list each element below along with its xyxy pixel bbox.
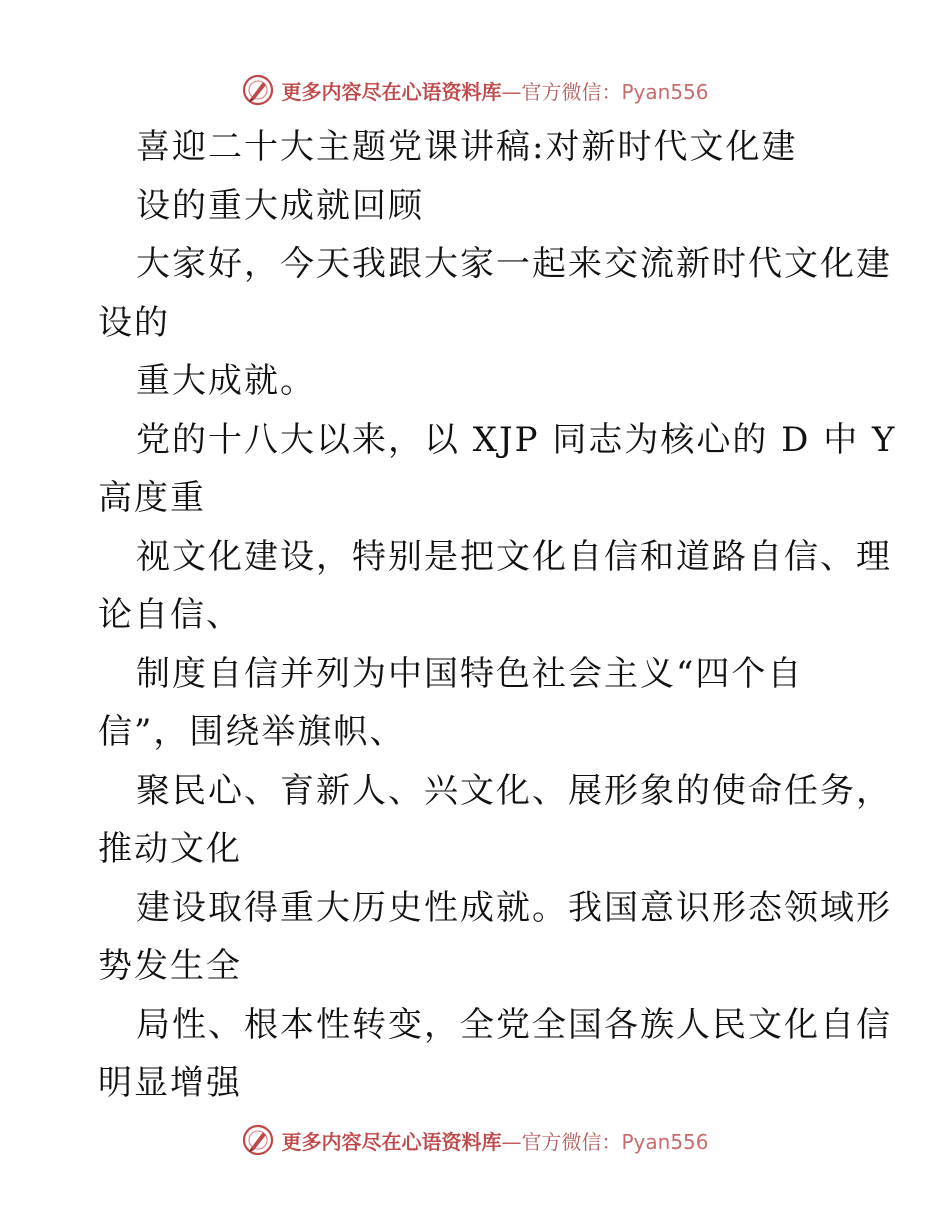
watermark-text — [281, 76, 708, 105]
watermark-dash: — — [501, 1129, 522, 1154]
watermark-wechat-id: Pyan556 — [621, 1129, 709, 1154]
pen-nib-seal-icon — [241, 1123, 275, 1157]
document-line: 局性、根本性转变，全党全国各族人民文化自信 — [136, 1004, 892, 1045]
document-line: 建设取得重大历史性成就。我国意识形态领域形 — [136, 887, 892, 928]
document-line: 明显增强 — [98, 1063, 242, 1103]
document-line: 制度自信并列为中国特色社会主义“四个自 — [136, 653, 804, 694]
document-line: 大家好，今天我跟大家一起来交流新时代文化建 — [136, 244, 892, 284]
document-line: 设的 — [98, 302, 170, 343]
watermark-wechat-label: 官方微信： — [521, 79, 622, 104]
watermark-wechat-id: Pyan556 — [621, 79, 709, 104]
document-body — [98, 118, 897, 1113]
document-line: 聚民心、育新人、兴文化、展形象的使命任务， — [136, 770, 892, 811]
document-line: 信”，围绕举旗帜、 — [98, 712, 406, 752]
watermark-main-text: 更多内容尽在心语资料库 — [281, 1129, 502, 1154]
watermark-wechat-label: 官方微信： — [521, 1129, 622, 1154]
document-line: 重大成就。 — [136, 361, 316, 401]
pen-nib-seal-icon — [241, 73, 275, 107]
document-line: 党的十八大以来，以 XJP 同志为核心的 D 中 Y — [136, 419, 897, 460]
document-line: 论自信、 — [98, 595, 242, 635]
footer-watermark-banner — [0, 1120, 950, 1160]
document-line: 推动文化 — [98, 829, 242, 869]
document-line: 高度重 — [98, 478, 206, 518]
header-watermark-banner — [0, 70, 950, 110]
document-line: 视文化建设，特别是把文化自信和道路自信、理 — [136, 536, 892, 577]
watermark-main-text: 更多内容尽在心语资料库 — [281, 79, 502, 104]
watermark-text — [281, 1126, 708, 1155]
document-line: 势发生全 — [98, 946, 242, 986]
document-line: 喜迎二十大主题党课讲稿:对新时代文化建 — [136, 127, 798, 167]
document-line: 设的重大成就回顾 — [136, 185, 424, 226]
watermark-dash: — — [501, 79, 522, 104]
